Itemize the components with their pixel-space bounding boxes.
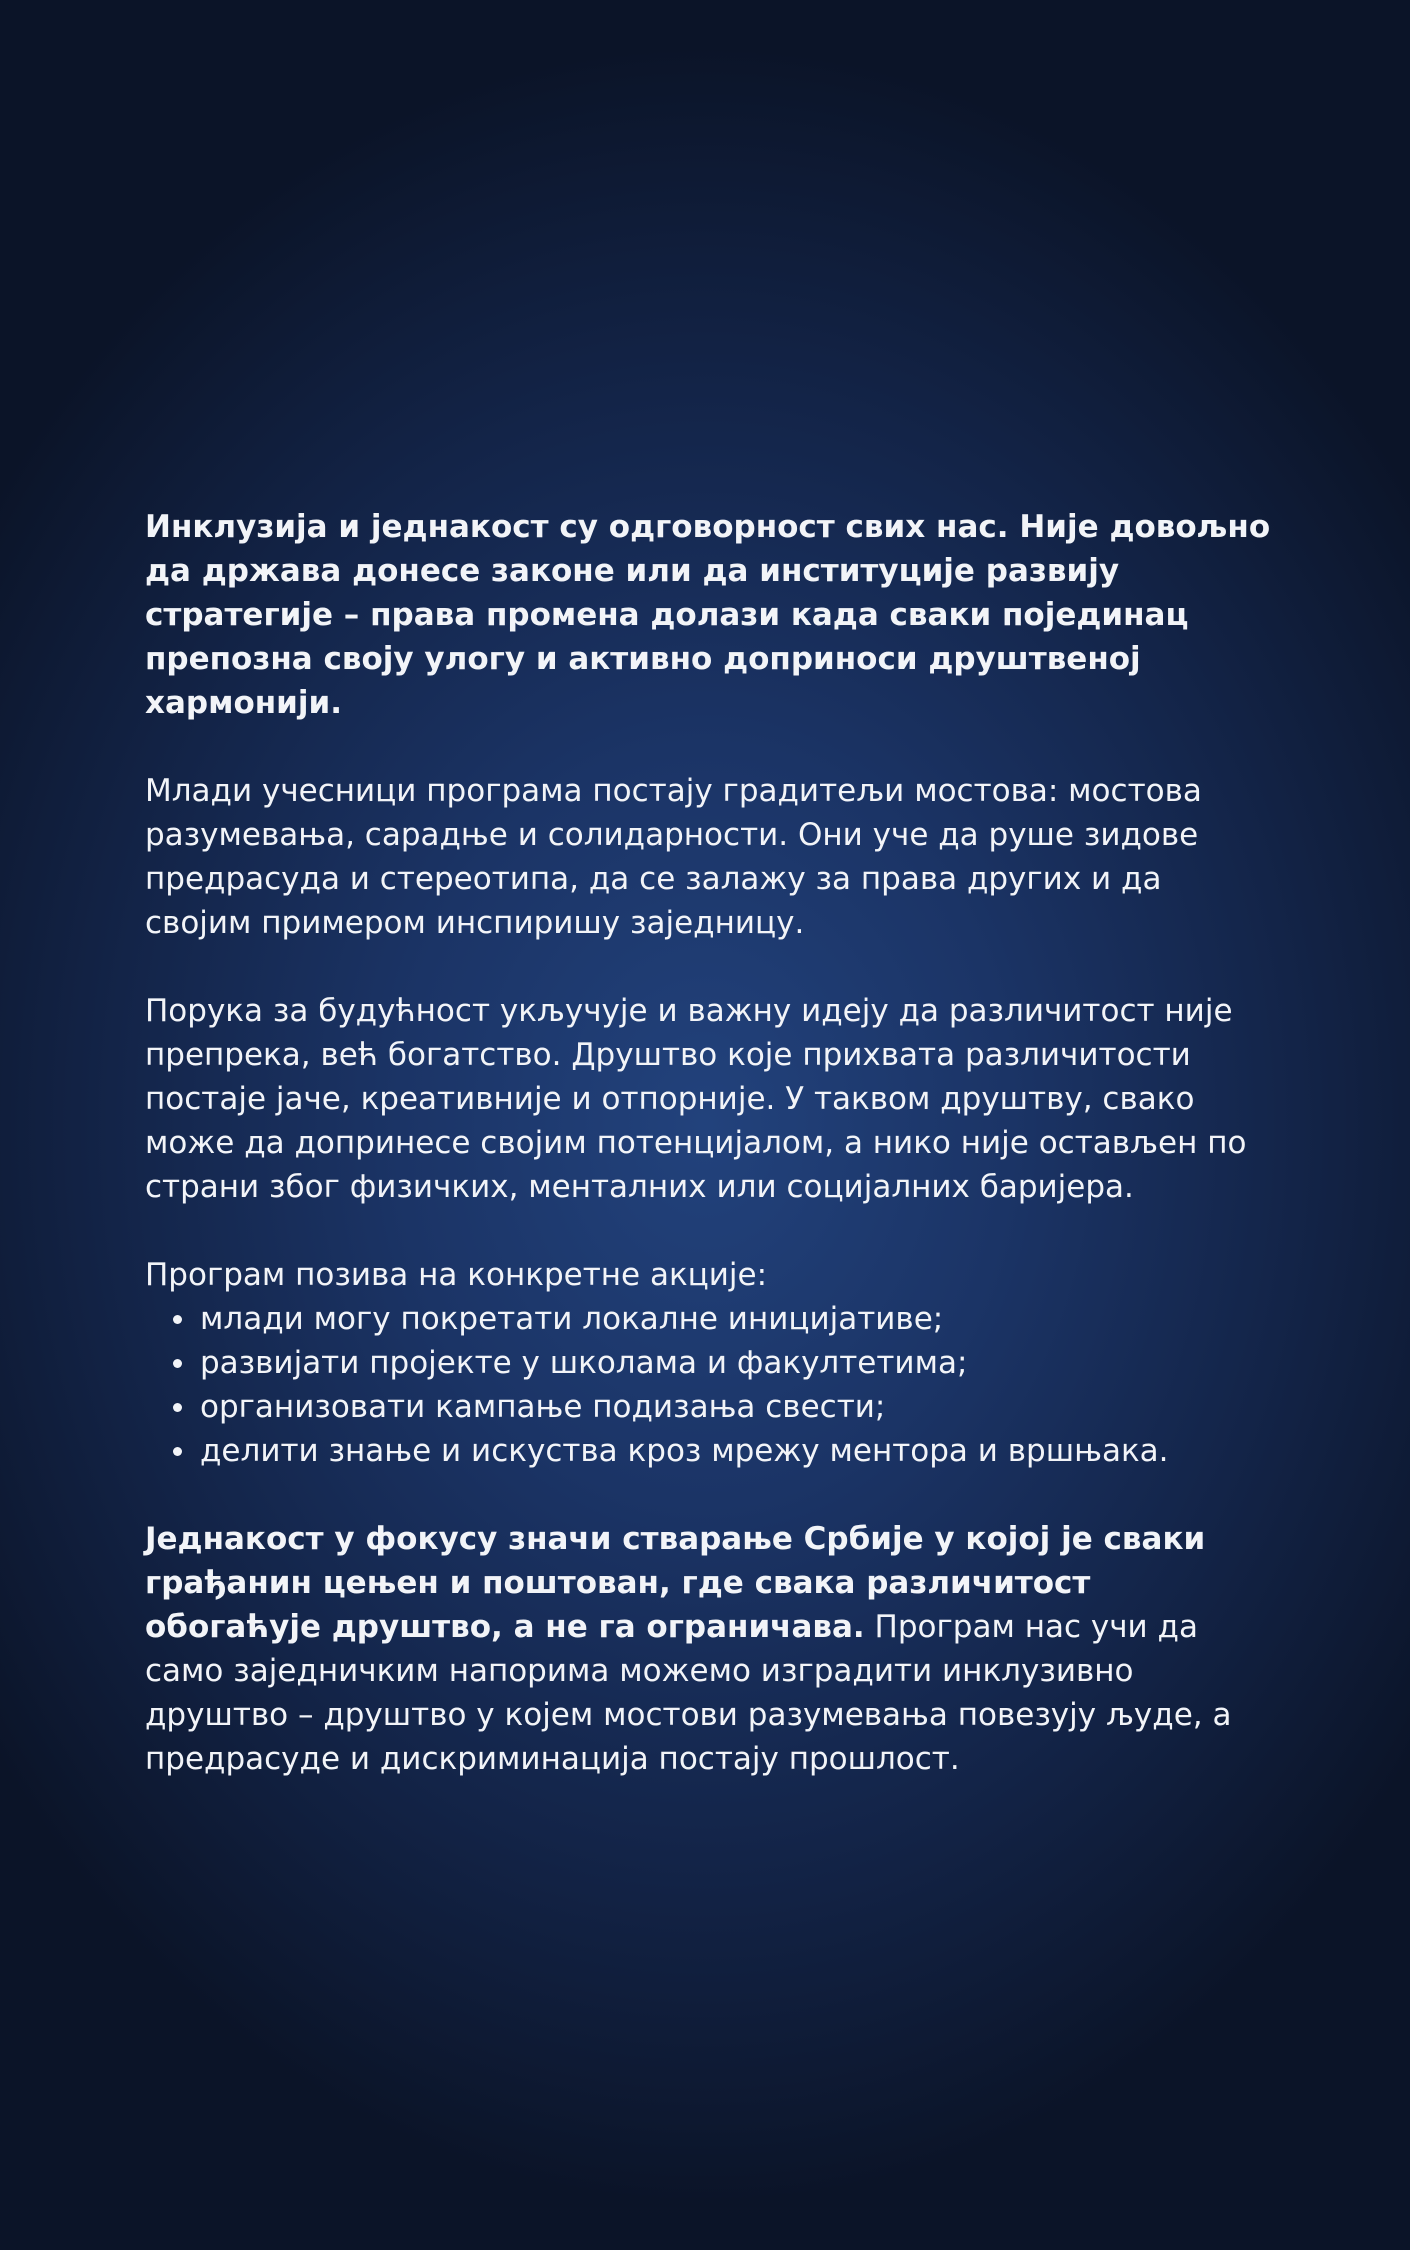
actions-lead: Програм позива на конкретне акције: [145,1257,768,1293]
future-paragraph: Порука за будућност укључује и важну идеју да различитост није препрека, већ богатство. Друштво које прихвата различитости постаје јаче, креативније и отпорније. У таквом друштву, свако може да допринесе својим потенцијалом, а нико није остављен по страни због физичких, менталних или социјалних баријера. [145,993,1247,1205]
intro-paragraph: Инклузија и једнакост су одговорност свих нас. Није довољно да држава донесе законе или да институције развију стратегије – права промена долази када сваки појединац препозна своју улогу и активно доприноси друштвеној хармонији. [145,509,1271,721]
conclusion-bold-text: Једнакост у фокусу значи стварање Србије у којој је сваки грађанин цењен и поштован, где свака различитост обогаћује друштво, а не га ограничава. [145,1521,1206,1645]
list-item: делити знање и искуства кроз мрежу ментора и вршњака. [200,1429,1275,1473]
list-item: организовати кампање подизања свести; [200,1385,1275,1429]
actions-list [145,1297,1275,1473]
bridges-paragraph: Млади учесници програма постају градитељи мостова: мостова разумевања, сарадње и солидарности. Они уче да руше зидове предрасуда и стереотипа, да се залажу за права других и да својим примером инспиришу заједницу. [145,773,1202,941]
document-body [145,505,1275,1825]
conclusion-text: Програм нас учи да само заједничким напорима можемо изградити инклузивно друштво – друштво у којем мостови разумевања повезују људе, а предрасуде и дискриминација постају прошлост. [145,1609,1232,1777]
list-item: развијати пројекте у школама и факултетима; [200,1341,1275,1385]
conclusion-paragraph [145,1517,1275,1781]
list-item: млади могу покретати локалне иницијативе; [200,1297,1275,1341]
